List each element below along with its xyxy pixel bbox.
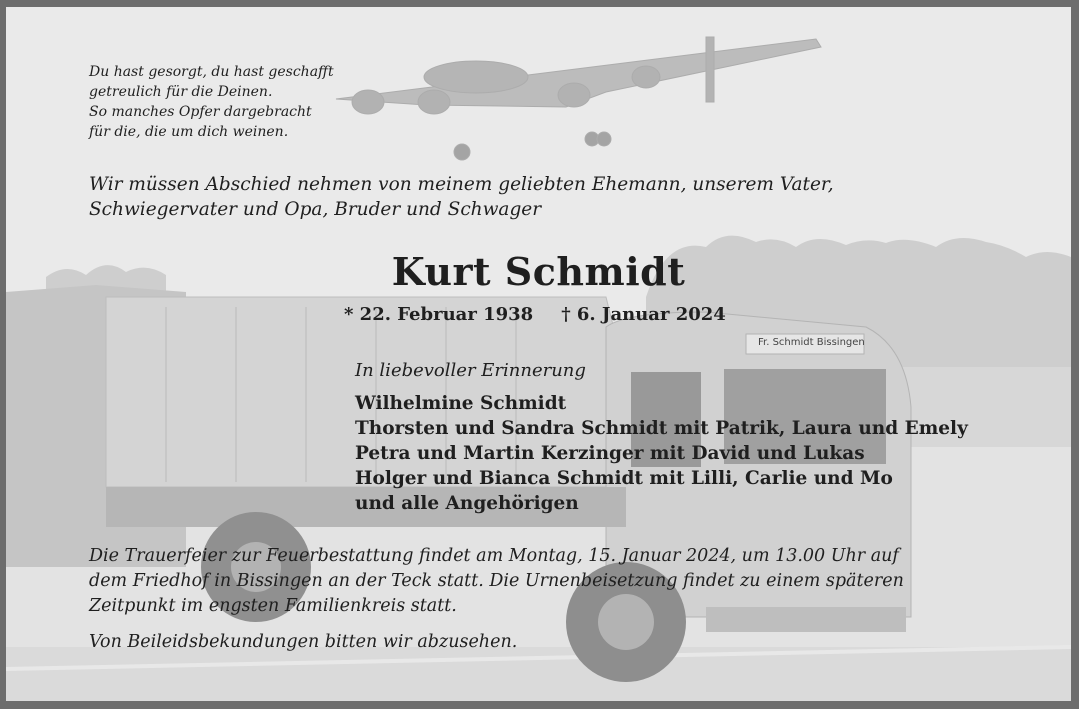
poem xyxy=(89,62,334,142)
family-member: und alle Angehörigen xyxy=(355,493,579,514)
poem-line: getreulich für die Deinen. xyxy=(89,84,273,100)
funeral-line: Die Trauerfeier zur Feuerbestattung findet am Montag, 15. Januar 2024, um 13.00 Uhr auf xyxy=(89,546,899,566)
family-member: Petra und Martin Kerzinger mit David und Lukas xyxy=(355,443,865,464)
poem-line: Du hast gesorgt, du hast geschafft xyxy=(89,64,334,80)
poem-line: für die, die um dich weinen. xyxy=(89,124,289,140)
memory-heading: In liebevoller Erinnerung xyxy=(355,360,586,381)
family-member: Thorsten und Sandra Schmidt mit Patrik, Laura und Emely xyxy=(355,418,968,439)
truck-sign: Fr. Schmidt Bissingen xyxy=(758,337,865,348)
family-member: Wilhelmine Schmidt xyxy=(355,393,567,414)
family-member: Holger und Bianca Schmidt mit Lilli, Carlie und Mo xyxy=(355,468,893,489)
life-dates xyxy=(344,304,726,325)
intro-line: Wir müssen Abschied nehmen von meinem geliebten Ehemann, unserem Vater, xyxy=(89,174,834,195)
intro-text xyxy=(89,172,834,222)
poem-line: So manches Opfer dargebracht xyxy=(89,104,312,120)
birth-date: * 22. Februar 1938 xyxy=(344,304,534,325)
death-date: † 6. Januar 2024 xyxy=(561,304,726,325)
deceased-name: Kurt Schmidt xyxy=(391,249,686,294)
intro-line: Schwiegervater und Opa, Bruder und Schwager xyxy=(89,199,542,220)
funeral-info xyxy=(89,544,904,619)
funeral-line: dem Friedhof in Bissingen an der Teck statt. Die Urnenbeisetzung findet zu einem späteren xyxy=(89,571,904,591)
funeral-line: Zeitpunkt im engsten Familienkreis statt. xyxy=(89,596,457,616)
death-notice xyxy=(6,7,1071,701)
family-list xyxy=(355,391,968,516)
condolence-note: Von Beileidsbekundungen bitten wir abzusehen. xyxy=(89,632,518,652)
